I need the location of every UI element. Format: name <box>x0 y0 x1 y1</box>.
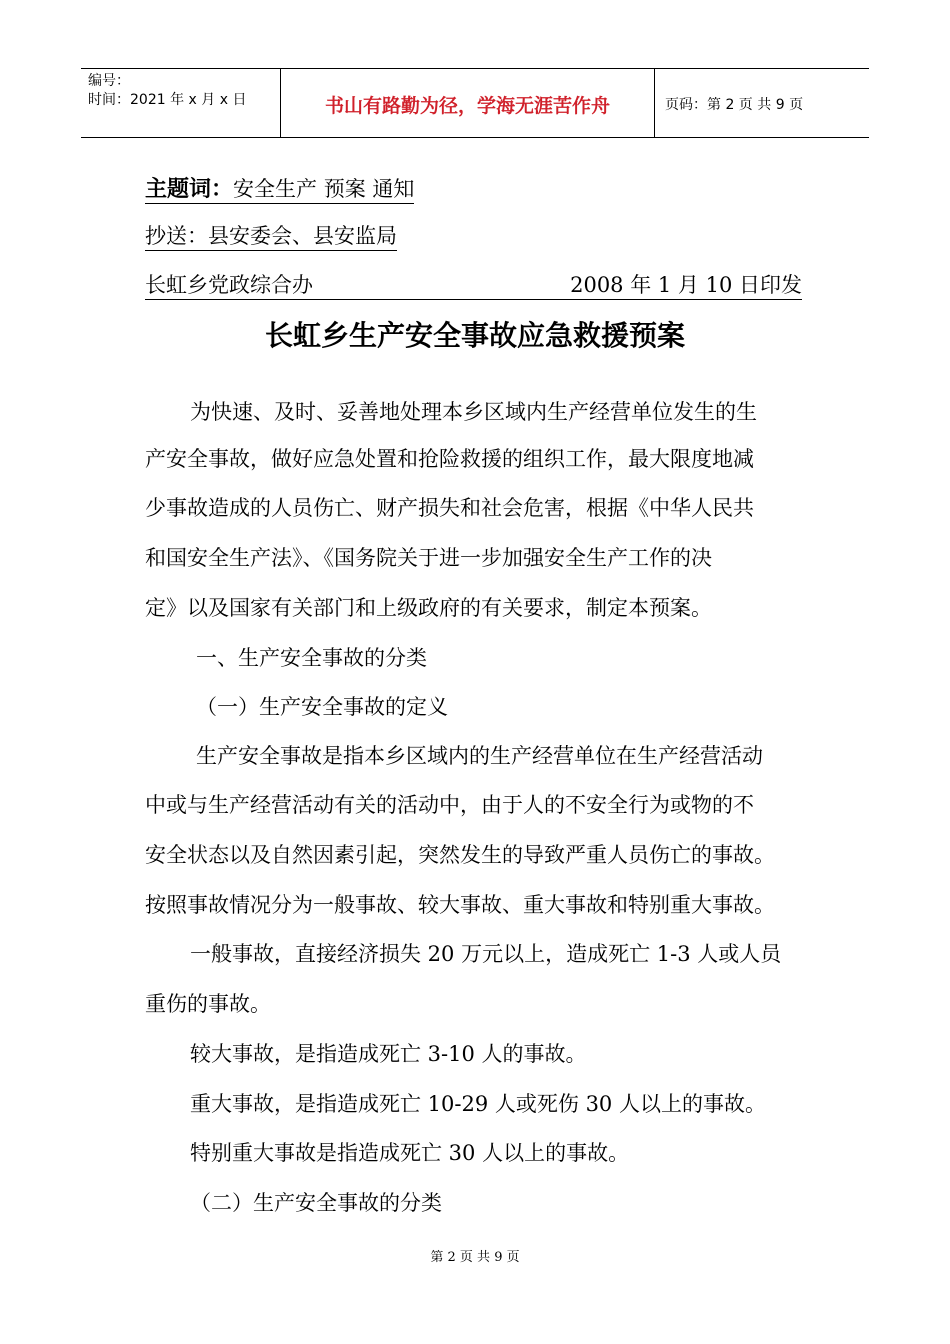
body-line: 中或与生产经营活动有关的活动中，由于人的不安全行为或物的不 <box>145 793 754 817</box>
body-line: 较大事故，是指造成死亡 3-10 人的事故。 <box>190 1042 587 1066</box>
subject-terms: 安全生产 预案 通知 <box>233 177 415 201</box>
issuer-line <box>145 269 802 300</box>
subsection-heading: （二）生产安全事故的分类 <box>190 1191 442 1215</box>
motto-text: 书山有路勤为径，学海无涯苦作舟 <box>324 95 610 117</box>
document-header-table <box>81 68 869 138</box>
body-line: 定》以及国家有关部门和上级政府的有关要求，制定本预案。 <box>145 596 712 620</box>
document-time-label: 时间：2021 年 x 月 x 日 <box>88 92 247 108</box>
body-line: 特别重大事故是指造成死亡 30 人以上的事故。 <box>190 1141 630 1165</box>
body-line: 为快速、及时、妥善地处理本乡区域内生产经营单位发生的生 <box>190 400 757 424</box>
subject-terms-line <box>145 172 414 204</box>
issue-date: 2008 年 1 月 10 日印发 <box>570 273 802 297</box>
document-number-label: 编号： <box>88 73 130 89</box>
subject-label: 主题词： <box>145 177 234 202</box>
header-motto-cell <box>281 69 655 137</box>
header-page-cell <box>655 69 869 137</box>
body-line: 和国安全生产法》、《国务院关于进一步加强安全生产工作的决 <box>145 546 712 570</box>
body-line: 重伤的事故。 <box>145 992 271 1016</box>
body-line: 产安全事故，做好应急处置和抢险救援的组织工作，最大限度地减 <box>145 447 754 471</box>
section-heading: 一、生产安全事故的分类 <box>196 646 427 670</box>
body-line: 生产安全事故是指本乡区域内的生产经营单位在生产经营活动 <box>196 744 763 768</box>
body-line: 重大事故，是指造成死亡 10-29 人或死伤 30 人以上的事故。 <box>190 1092 766 1116</box>
body-line: 按照事故情况分为一般事故、较大事故、重大事故和特别重大事故。 <box>145 893 775 917</box>
page-footer: 第 2 页 共 9 页 <box>430 1250 520 1265</box>
body-line: 安全状态以及自然因素引起，突然发生的导致严重人员伤亡的事故。 <box>145 843 775 867</box>
issuer-name: 长虹乡党政综合办 <box>145 273 313 297</box>
header-meta-cell <box>81 69 281 137</box>
cc-line: 抄送：县安委会、县安监局 <box>145 220 397 251</box>
page-number-info: 页码：第 2 页 共 9 页 <box>665 97 804 113</box>
body-line: 一般事故，直接经济损失 20 万元以上，造成死亡 1-3 人或人员 <box>190 942 782 966</box>
body-line: 少事故造成的人员伤亡、财产损失和社会危害，根据《中华人民共 <box>145 496 754 520</box>
subsection-heading: （一）生产安全事故的定义 <box>196 695 448 719</box>
document-title: 长虹乡生产安全事故应急救援预案 <box>264 319 685 352</box>
